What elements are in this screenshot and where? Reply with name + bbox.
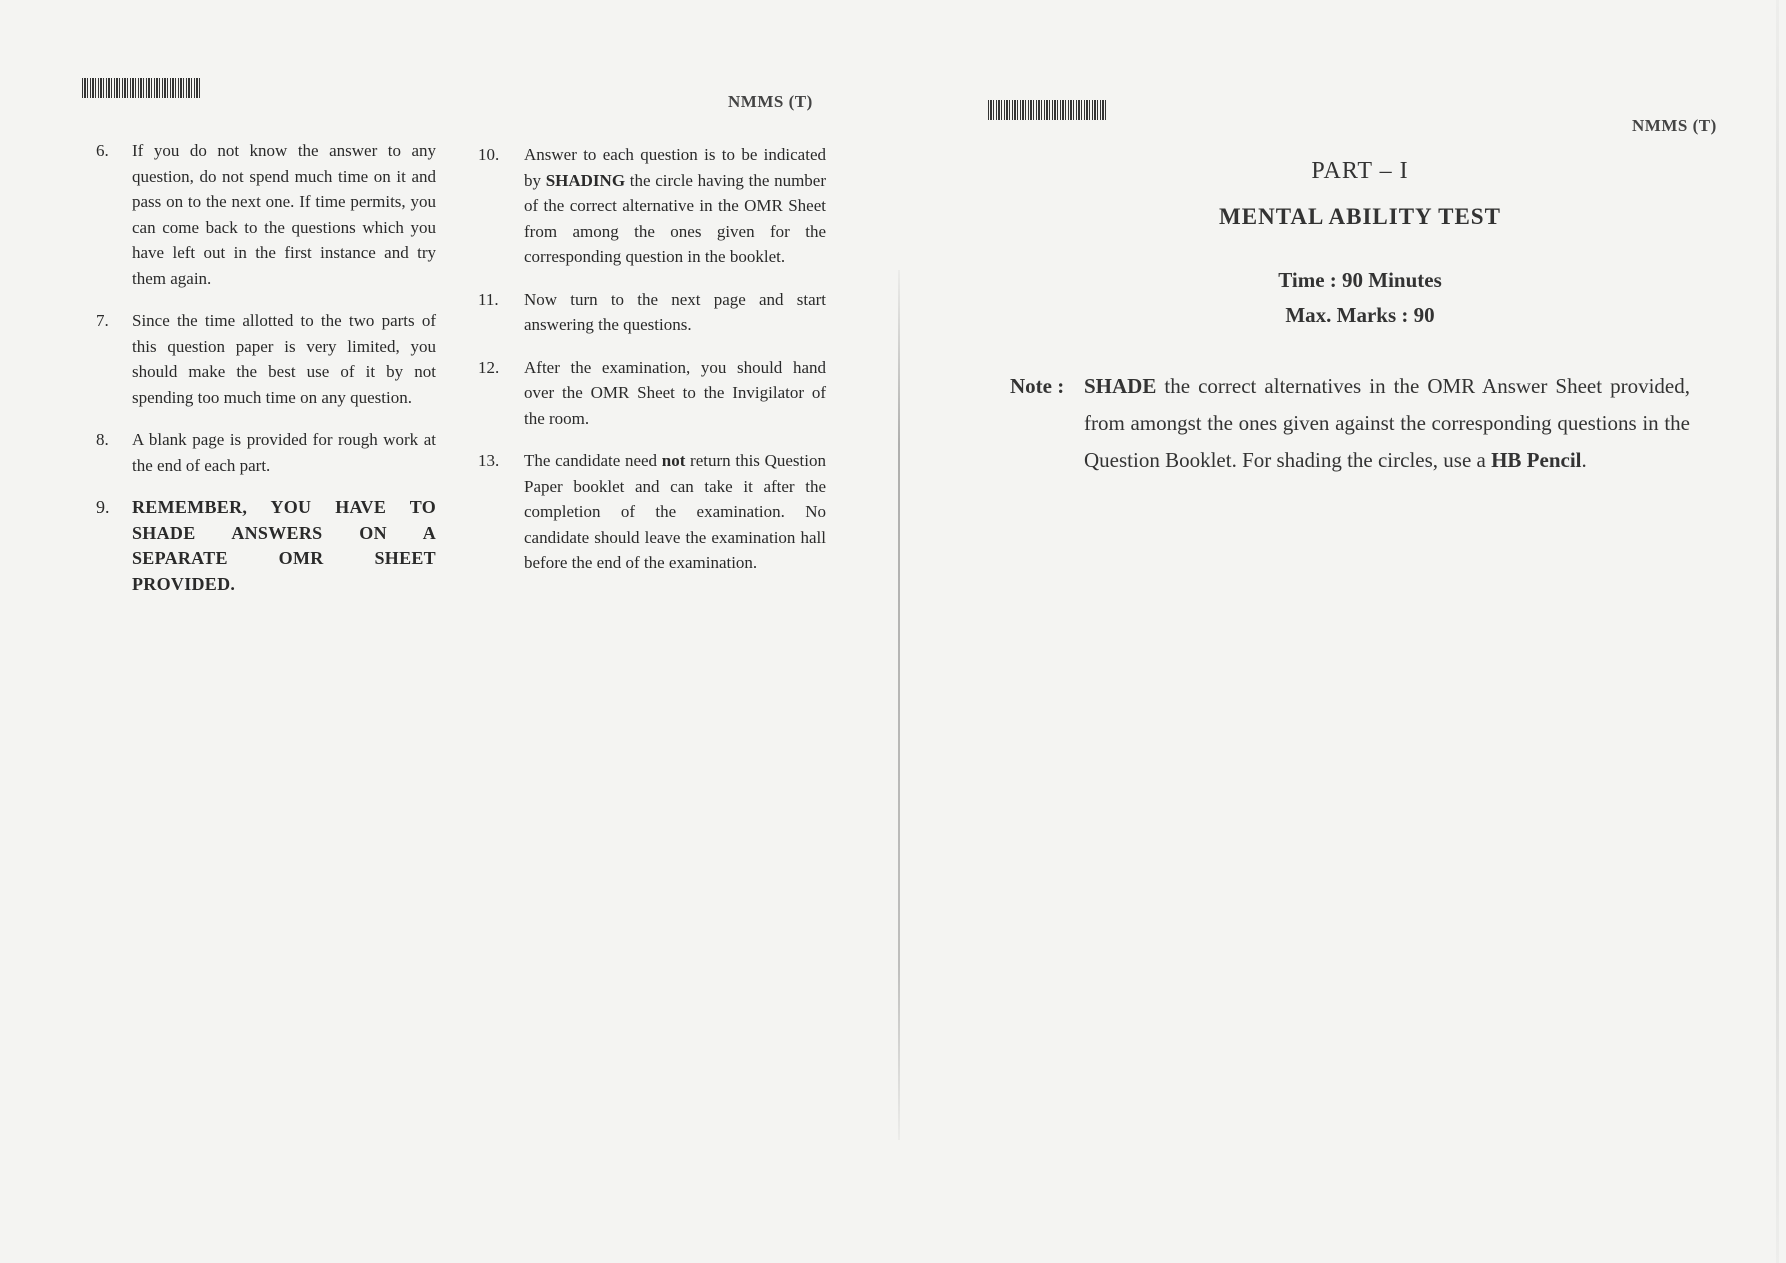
note-text bbox=[1084, 368, 1690, 479]
instruction-text: Now turn to the next page and start answering the questions. bbox=[524, 289, 826, 334]
note-emphasis: SHADE bbox=[1084, 374, 1157, 398]
instruction-item bbox=[478, 448, 826, 576]
instruction-number: 11. bbox=[478, 289, 499, 309]
instruction-number: 8. bbox=[96, 430, 109, 449]
instruction-item bbox=[96, 427, 436, 478]
paper-code: NMMS (T) bbox=[728, 92, 813, 111]
instruction-text: If you do not know the answer to any question, do not spend much time on it and pass on to the next one. If time permits, you can come back to the questions which you have left out in the first instance and try them again. bbox=[132, 141, 436, 288]
instruction-text-part: The candidate need bbox=[524, 451, 662, 470]
note-text-part: the correct alternatives in the OMR Answer Sheet provided, from amongst the ones given against the corresponding questions in the Question Booklet. For shading the circles, use a bbox=[1084, 374, 1690, 472]
instruction-text: A blank page is provided for rough work at the end of each part. bbox=[132, 430, 436, 475]
instructions-column-1 bbox=[96, 138, 436, 614]
instruction-number: 12. bbox=[478, 357, 500, 377]
instruction-text: Since the time allotted to the two parts of this question paper is very limited, you should make the best use of it by not spending too much time on any question. bbox=[132, 311, 436, 407]
instruction-number: 10. bbox=[478, 145, 500, 164]
instruction-text-part: the circle having the number of the correct alternative in the OMR Sheet from among the ones given for the corresponding question in the booklet. bbox=[524, 170, 827, 266]
instruction-text-emphasis: REMEMBER, YOU HAVE TO SHADE ANSWERS ON A SEPARATE OMR SHEET PROVIDED. bbox=[132, 497, 436, 594]
barcode-icon bbox=[82, 78, 202, 98]
note-text-part: . bbox=[1581, 448, 1587, 472]
instruction-item bbox=[478, 355, 826, 432]
instruction-number: 9. bbox=[96, 497, 110, 517]
max-marks: Max. Marks : 90 bbox=[1285, 303, 1435, 327]
note-emphasis: HB Pencil bbox=[1491, 448, 1582, 472]
paper-code: NMMS (T) bbox=[1632, 116, 1717, 135]
note-block bbox=[1010, 368, 1690, 479]
instruction-number: 13. bbox=[478, 451, 500, 470]
instruction-item bbox=[96, 138, 436, 291]
part-heading: PART – I bbox=[1311, 158, 1409, 184]
instruction-text bbox=[524, 142, 826, 270]
instruction-number: 7. bbox=[96, 311, 109, 330]
note-label: Note : bbox=[1010, 374, 1065, 398]
page-edge bbox=[1776, 0, 1779, 1263]
instruction-item bbox=[478, 142, 826, 270]
instruction-item bbox=[96, 308, 436, 410]
right-page bbox=[900, 0, 1786, 1263]
instruction-item bbox=[478, 287, 826, 338]
instruction-text bbox=[524, 448, 826, 576]
instruction-emphasis: SHADING bbox=[545, 170, 626, 190]
barcode-icon bbox=[988, 100, 1108, 120]
test-title: MENTAL ABILITY TEST bbox=[1219, 204, 1501, 229]
instruction-text: After the examination, you should hand over the OMR Sheet to the Invigilator of the room. bbox=[524, 357, 826, 428]
instruction-emphasis: not bbox=[661, 451, 686, 470]
instructions-column-2 bbox=[478, 142, 826, 593]
instruction-text-part: Answer to each question is to be indicated by bbox=[524, 145, 826, 190]
instruction-item bbox=[96, 495, 436, 597]
instruction-text-part: return this Question Paper booklet and can take it after the completion of the examination. No candidate should leave the examination hall before the end of the examination. bbox=[524, 451, 826, 572]
time-allowed: Time : 90 Minutes bbox=[1278, 268, 1442, 292]
instruction-number: 6. bbox=[96, 141, 109, 160]
